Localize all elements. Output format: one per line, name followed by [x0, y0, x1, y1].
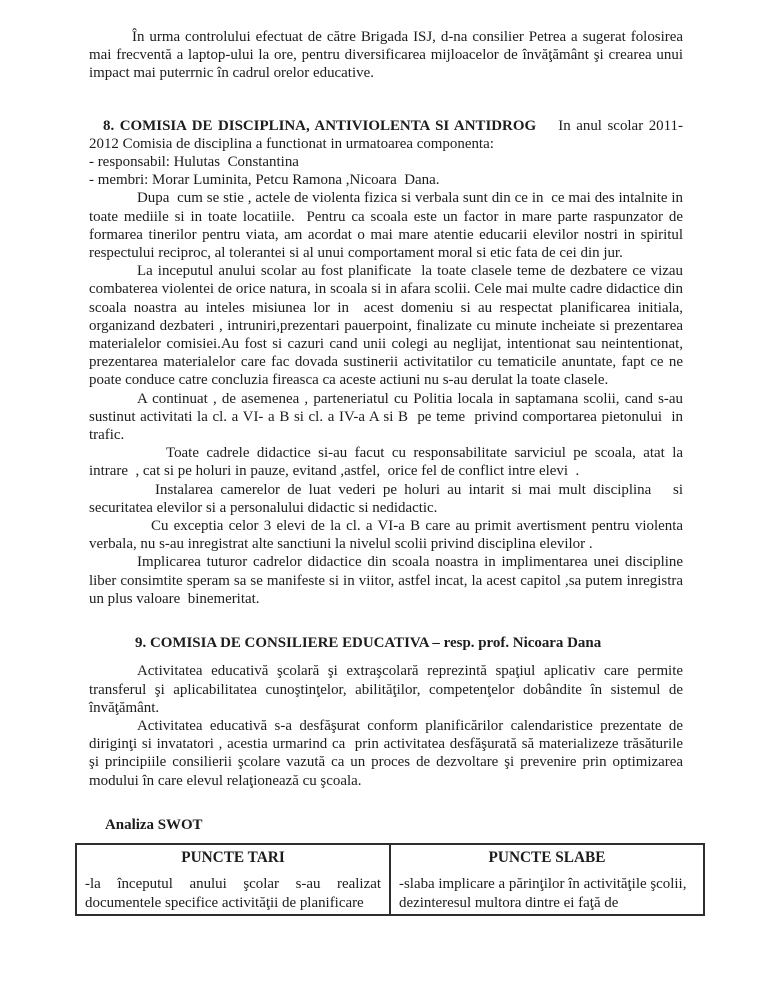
paragraph-teachers-duty: Toate cadrele didactice si-au facut cu responsabilitate sarviciul pe scoala, atat la intrare , cat si pe holuri in pauze, evitand ,astfel, orice fel de conflict intre elevi . — [89, 445, 683, 480]
intro-paragraph: În urma controlului efectuat de către Brigada ISJ, d-na consilier Petrea a sugerat folosirea mai frecventă a laptop-ului la ore, pentru diversificarea mijloacelor de învăţământ şi crearea unui impact mai puterrnic în cadrul orelor educative. — [89, 29, 683, 82]
swot-table — [75, 843, 705, 916]
paragraph-planned-debates: La inceputul anului scolar au fost planificate la toate clasele teme de dezbatere ce vizau combaterea violentei de orice natura, in scoala si in afara scolii. Cele mai multe cadre didactice din scoala noastra au inteles misiunea lor in acest domeniu si au respectat planificarea initiala, organizand dezbateri , intruniri,prezentari pauerpoint, finalizate cu minute incheiate si prezentarea materialelor comisiei.Au fost si cazuri cand unii colegi au neglijat, intentionat sau neintentionat, prezentarea materialelor care fac dovada sustinerii activitatilor cu tematicile anuntate, fapt ce ne poate conduce catre concluzia fireasca ca aceste actiuni nu s-au derulat la toate clasele. — [89, 263, 683, 389]
section-8-heading-paragraph — [89, 117, 683, 153]
swot-cell-strengths: -la începutul anului şcolar s-au realizat documentele specifice activităţii de planificare — [76, 867, 390, 915]
section-8-heading: 8. COMISIA DE DISCIPLINA, ANTIVIOLENTA SI ANTIDROG — [103, 117, 537, 134]
swot-content-row — [76, 867, 704, 915]
section-8-responsible-line: - responsabil: Hulutas Constantina — [89, 154, 299, 171]
paragraph-discipline-conclusion: Implicarea tuturor cadrelor didactice din scoala noastra in implimentarea unei discipline liber consimtite speram sa se manifeste si in viitor, astfel incat, la acest capitol ,sa putem inregistra un plus valoare binemeritat. — [89, 554, 683, 607]
swot-header-weaknesses: PUNCTE SLABE — [390, 844, 704, 867]
swot-header-row — [76, 844, 704, 867]
paragraph-violence-intro: Dupa cum se stie , actele de violenta fizica si verbala sunt din ce in ce mai des intalnite in toate mediile si in toate locatiile. Pentru ca scoala este un factor in mare parte raspunzator de formarea tinerilor pentru viata, am acordat o mai mare atentie educarii elevilor nostri in spiritul respectului reciproc, al tolerantei si al unui comportament moral si etic fata de cei din jur. — [89, 190, 683, 262]
paragraph-sanctions: Cu exceptia celor 3 elevi de la cl. a VI-a B care au primit avertisment pentru violenta verbala, nu s-au inregistrat alte sanctiuni la nivelul scolii privind disciplina elevilor . — [89, 518, 683, 553]
swot-header-strengths: PUNCTE TARI — [76, 844, 390, 867]
section-8-heading-tail: In anul scolar 2011-2012 Comisia de disciplina a functionat in urmatoarea componenta: — [89, 117, 684, 152]
paragraph-police-partnership: A continuat , de asemenea , parteneriatul cu Politia locala in saptamana scolii, cand s-au sustinut activitati la cl. a VI- a B si cl. a IV-a A si B pe teme privind comportarea pietonului in trafic. — [89, 390, 683, 444]
section-8-members-line: - membri: Morar Luminita, Petcu Ramona ,Nicoara Dana. — [89, 172, 440, 189]
paragraph-cameras: Instalarea camerelor de luat vederi pe holuri au intarit si mai mult disciplina si securitatea elevilor si a personalului didactic si nedidactic. — [89, 481, 683, 516]
swot-analysis-title: Analiza SWOT — [105, 816, 203, 833]
paragraph-educational-activity-2: Activitatea educativă s-a desfăşurat conform planificărilor calendaristice prezentate de diriginţi si invatatori , acestia urmarind ca prin activitatea desfăşurată să materializeze trăsăturile şi principiile consilierii şcolare vazută ca un proces de dezvoltare şi prevenire prin optimizarea modului în care elevul relaţionează cu şcoala. — [89, 717, 683, 789]
swot-cell-weaknesses: -slaba implicare a părinţilor în activităţile şcolii, dezinteresul multora dintre ei faţă de — [390, 867, 704, 915]
section-9-heading: 9. COMISIA DE CONSILIERE EDUCATIVA – resp. prof. Nicoara Dana — [135, 635, 602, 652]
paragraph-educational-activity-1: Activitatea educativă şcolară şi extraşcolară reprezintă spaţiul aplicativ care permite transferul şi aplicabilitatea cunoştinţelor, abilităţilor, competenţelor dobândite în sistemul de învăţământ. — [89, 663, 683, 716]
